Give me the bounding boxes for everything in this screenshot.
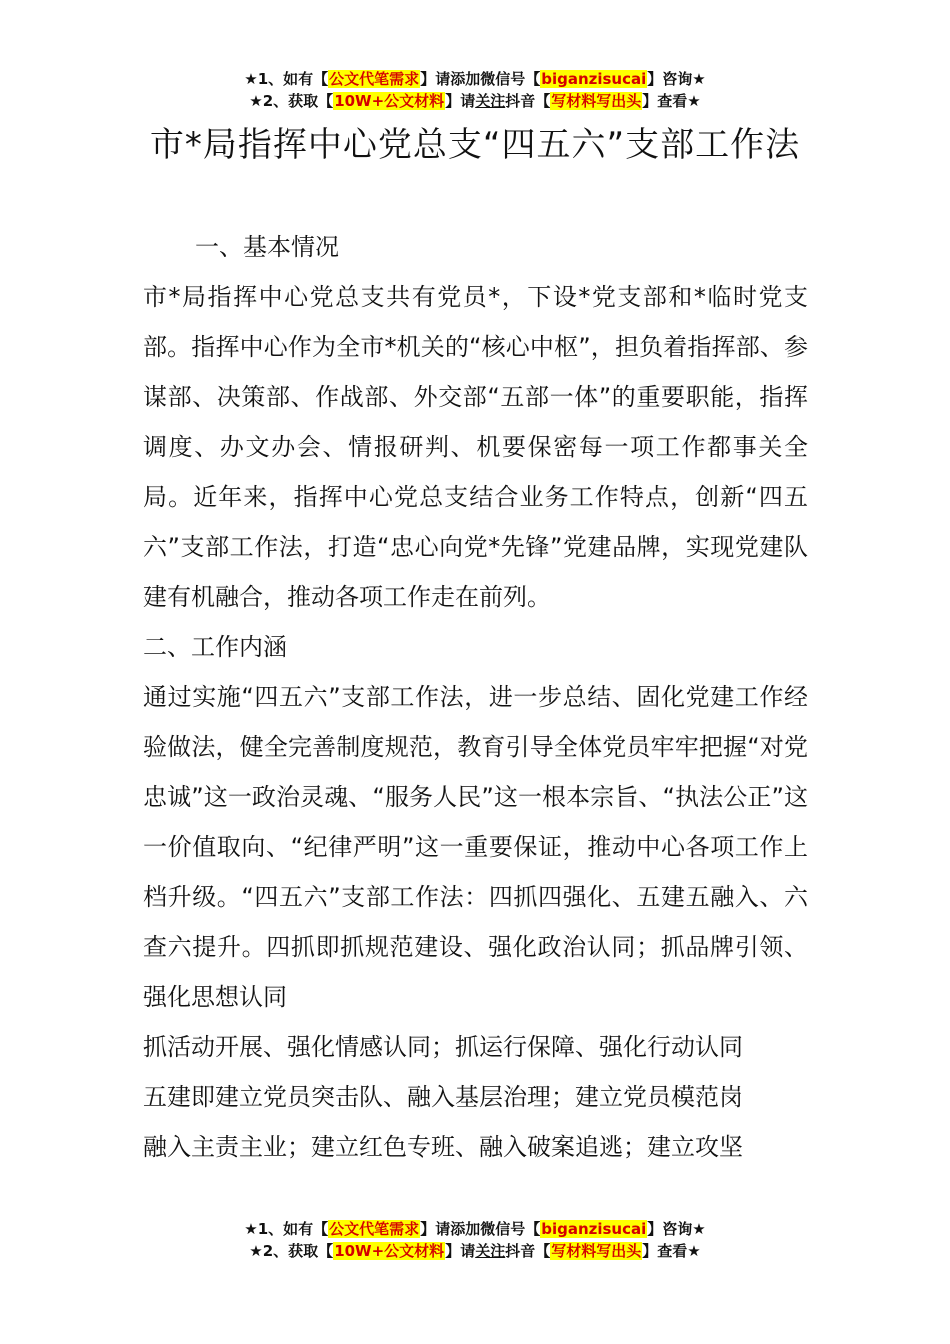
banner-text: 抖音【 [505,92,551,110]
banner-highlight: 10W+公文材料 [334,92,445,110]
banner-highlight-wechat: biganzisucai [541,70,647,88]
banner-highlight-douyin: 写材料写出头 [551,92,642,110]
section-body-connotation: 通过实施“四五六”支部工作法，进一步总结、固化党建工作经验做法，健全完善制度规范，教育引导全体党员牢牢把握“对党忠诚”这一政治灵魂、“服务人民”这一根本宗旨、“执法公正”这一价值取向、“纪律严明”这一重要保证，推动中心各项工作上档升级。“四五六”支部工作法：四抓四强化、五建五融入、六查六提升。四抓即抓规范建设、强化政治认同；抓品牌引领、强化思想认同 [143,683,808,1011]
banner-text: 】咨询★ [647,1220,706,1238]
banner-underlined: 关注 [475,1242,506,1260]
document-body [143,222,808,1172]
banner-text: ★1、如有【 [244,70,329,88]
banner-highlight: 公文代笔需求 [329,70,420,88]
banner-highlight-douyin: 写材料写出头 [551,1242,642,1260]
body-line: 融入主责主业；建立红色专班、融入破案追逃；建立攻坚 [143,1133,743,1161]
banner-text: 】请 [445,1242,476,1260]
page-title: 市*局指挥中心党总支“四五六”支部工作法 [149,125,801,165]
banner-text: 】请添加微信号【 [420,70,541,88]
banner-text: 】咨询★ [647,70,706,88]
banner-text: 】查看★ [642,1242,701,1260]
banner-text: ★2、获取【 [249,92,334,110]
banner-text: 抖音【 [505,1242,551,1260]
banner-line-2 [0,90,950,112]
footer-banner [0,1218,950,1262]
body-line: 抓活动开展、强化情感认同；抓运行保障、强化行动认同 [143,1033,743,1061]
banner-text: ★2、获取【 [249,1242,334,1260]
section-body-basic: 市*局指挥中心党总支共有党员*，下设*党支部和*临时党支部。指挥中心作为全市*机关的“核心中枢”，担负着指挥部、参谋部、决策部、作战部、外交部“五部一体”的重要职能，指挥调度、办文办会、情报研判、机要保密每一项工作都事关全局。近年来，指挥中心党总支结合业务工作特点，创新“四五六”支部工作法，打造“忠心向党*先锋”党建品牌，实现党建队建有机融合，推动各项工作走在前列。 [143,283,808,611]
banner-text: 】查看★ [642,92,701,110]
section-heading-connotation: 二、工作内涵 [143,633,287,661]
banner-highlight: 公文代笔需求 [329,1220,420,1238]
body-line: 五建即建立党员突击队、融入基层治理；建立党员模范岗 [143,1083,743,1111]
banner-line-1 [0,1218,950,1240]
header-banner [0,68,950,112]
banner-text: 】请添加微信号【 [420,1220,541,1238]
banner-line-1 [0,68,950,90]
banner-text: ★1、如有【 [244,1220,329,1238]
section-heading-basic: 一、基本情况 [195,233,339,261]
banner-highlight: 10W+公文材料 [334,1242,445,1260]
banner-text: 】请 [445,92,476,110]
banner-highlight-wechat: biganzisucai [541,1220,647,1238]
banner-line-2 [0,1240,950,1262]
banner-underlined: 关注 [475,92,506,110]
